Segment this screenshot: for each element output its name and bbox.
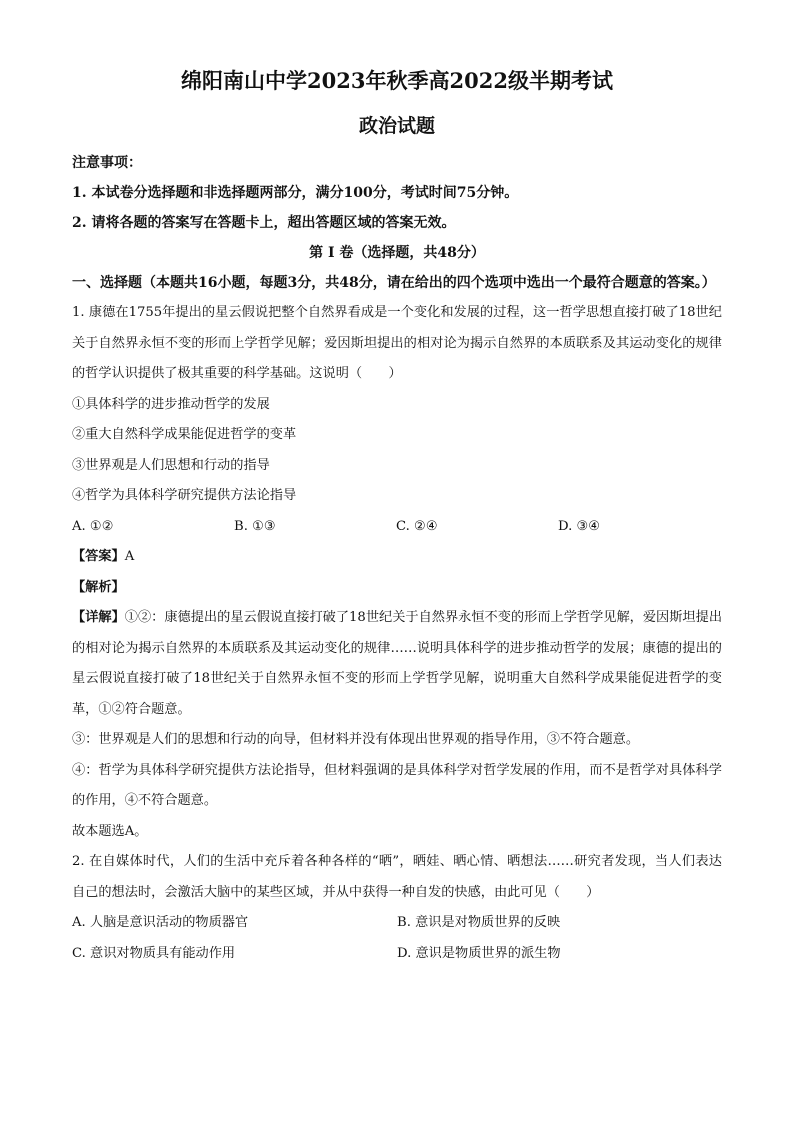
detail-para-1 <box>72 603 722 725</box>
option-c: C. 意识对物质具有能动作用 <box>72 945 236 961</box>
option-c: C. ②④ <box>396 518 438 534</box>
analysis-line <box>72 573 722 604</box>
option-a: A. ①② <box>72 518 114 534</box>
statement-4: ④哲学为具体科学研究提供方法论指导 <box>72 488 297 503</box>
question-2-stem: 2. 在自媒体时代，人们的生活中充斥着各种各样的“晒”，晒娃、晒心情、晒想法……研究者发现，当人们表达自己的想法时，会激活大脑中的某些区域，并从中获得一种自发的快感，由此可见（ ） <box>72 854 722 900</box>
analysis-label: 【解析】 <box>72 579 125 595</box>
question-2-options-row-2 <box>72 939 722 970</box>
detail-para-2: ③：世界观是人们的思想和行动的向导，但材料并没有体现出世界观的指导作用，③不符合题意。 <box>72 732 640 747</box>
answer-label: 【答案】 <box>72 549 125 564</box>
notes-item-1: 1. 本试卷分选择题和非选择题两部分，满分100分，考试时间75分钟。 <box>72 185 519 201</box>
option-a: A. 人脑是意识活动的物质器官 <box>72 915 249 930</box>
detail-conclusion: 故本题选A。 <box>72 823 148 839</box>
notes-item-2: 2. 请将各题的答案写在答题卡上，超出答题区域的答案无效。 <box>72 215 456 231</box>
detail-text-1: ①②：康德提出的星云假说直接打破了18世纪关于自然界永恒不变的形而上学哲学见解，爱因斯坦提出的相对论为揭示自然界的本质联系及其运动变化的规律……说明具体科学的进步推动哲学的发展；康德的提出的星云假说直接打破了18世纪关于自然界永恒不变的形而上学哲学见解，说明重大自然科学成果能促进哲学的变革，①②符合题意。 <box>72 610 723 717</box>
detail-para-3: ④：哲学为具体科学研究提供方法论指导，但材料强调的是具体科学对哲学发展的作用，而不是哲学对具体科学的作用，④不符合题意。 <box>72 762 722 808</box>
question-1-stem: 1. 康德在1755年提出的星云假说把整个自然界看成是一个变化和发展的过程，这一哲学思想直接打破了18世纪关于自然界永恒不变的形而上学哲学见解；爱因斯坦提出的相对论为揭示自然界的本质联系及其运动变化的规律的哲学认识提供了极其重要的科学基础。这说明（ ） <box>72 305 722 381</box>
question-1 <box>72 298 722 847</box>
notes-heading: 注意事项： <box>72 155 142 171</box>
question-2-options-row-1 <box>72 908 722 939</box>
exam-subject: 政治试题 <box>358 115 435 137</box>
statement-1: ①具体科学的进步推动哲学的发展 <box>72 396 270 412</box>
question-2 <box>72 847 722 969</box>
statement-2: ②重大自然科学成果能促进哲学的变革 <box>72 427 297 442</box>
answer-value: A <box>124 549 135 564</box>
part1-heading: 第 I 卷（选择题，共48分） <box>309 245 485 261</box>
option-b: B. ①③ <box>234 518 276 534</box>
question-1-options <box>72 512 722 543</box>
option-d: D. 意识是物质世界的派生物 <box>397 945 561 961</box>
answer-line <box>72 542 722 573</box>
exam-title: 绵阳南山中学2023年秋季高2022级半期考试 <box>181 68 613 93</box>
option-b: B. 意识是对物质世界的反映 <box>397 915 561 930</box>
statement-3: ③世界观是人们思想和行动的指导 <box>72 457 270 473</box>
option-d: D. ③④ <box>558 518 601 534</box>
detail-label: 【详解】 <box>72 610 125 625</box>
notes-section <box>72 148 722 238</box>
part1-instruction: 一、选择题（本题共16小题，每题3分，共48分，请在给出的四个选项中选出一个最符合题意的答案。） <box>72 275 716 291</box>
